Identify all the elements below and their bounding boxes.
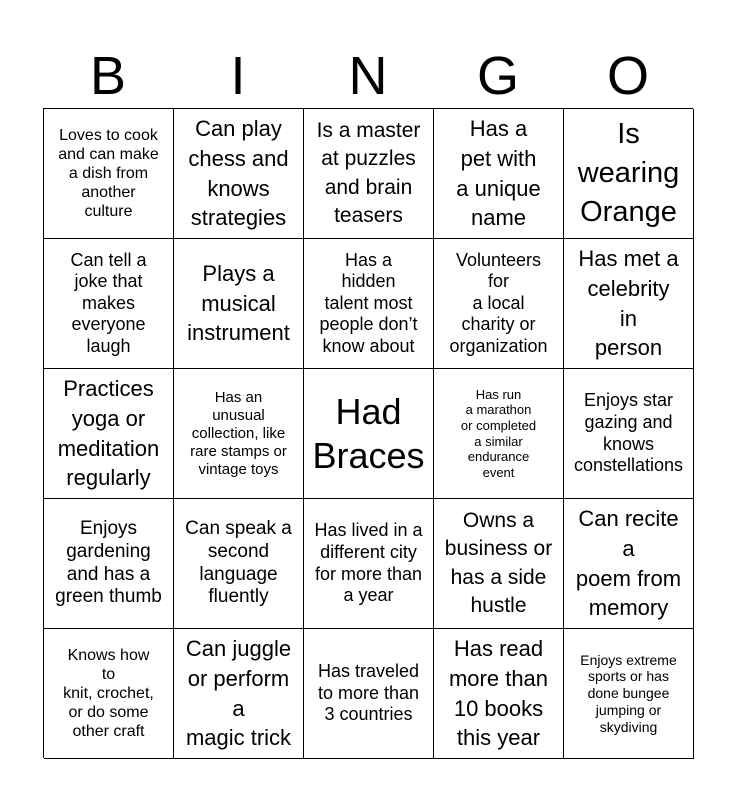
bingo-cell-11[interactable]: Practices yoga or meditation regularly bbox=[44, 369, 174, 499]
header-letter-n: N bbox=[348, 46, 388, 106]
header-letter-g: G bbox=[476, 46, 519, 106]
bingo-cell-15[interactable]: Enjoys star gazing and knows constellations bbox=[564, 369, 694, 499]
bingo-cell-8[interactable]: Has a hidden talent most people don’t know about bbox=[304, 239, 434, 369]
bingo-board bbox=[43, 108, 693, 758]
bingo-cell-22[interactable]: Can juggle or perform a magic trick bbox=[174, 629, 304, 759]
bingo-cell-21[interactable]: Knows how to knit, crochet, or do some other craft bbox=[44, 629, 174, 759]
bingo-cell-12[interactable]: Has an unusual collection, like rare stamps or vintage toys bbox=[174, 369, 304, 499]
bingo-cell-5[interactable]: Is wearing Orange bbox=[564, 109, 694, 239]
bingo-cell-16[interactable]: Enjoys gardening and has a green thumb bbox=[44, 499, 174, 629]
bingo-cell-2[interactable]: Can play chess and knows strategies bbox=[174, 109, 304, 239]
bingo-cell-20[interactable]: Can recite a poem from memory bbox=[564, 499, 694, 629]
bingo-cell-10[interactable]: Has met a celebrity in person bbox=[564, 239, 694, 369]
bingo-cell-23[interactable]: Has traveled to more than 3 countries bbox=[304, 629, 434, 759]
bingo-cell-9[interactable]: Volunteers for a local charity or organization bbox=[434, 239, 564, 369]
bingo-cell-3[interactable]: Is a master at puzzles and brain teasers bbox=[304, 109, 434, 239]
header-letter-b: B bbox=[89, 46, 127, 106]
header-letter-i: I bbox=[230, 46, 246, 106]
bingo-cell-14[interactable]: Has run a marathon or completed a similar endurance event bbox=[434, 369, 564, 499]
header-letter-o: O bbox=[606, 46, 649, 106]
bingo-cell-1[interactable]: Loves to cook and can make a dish from another culture bbox=[44, 109, 174, 239]
bingo-cell-4[interactable]: Has a pet with a unique name bbox=[434, 109, 564, 239]
bingo-cell-7[interactable]: Plays a musical instrument bbox=[174, 239, 304, 369]
bingo-cell-18[interactable]: Has lived in a different city for more than a year bbox=[304, 499, 434, 629]
bingo-cell-17[interactable]: Can speak a second language fluently bbox=[174, 499, 304, 629]
bingo-cell-25[interactable]: Enjoys extreme sports or has done bungee jumping or skydiving bbox=[564, 629, 694, 759]
bingo-cell-6[interactable]: Can tell a joke that makes everyone laugh bbox=[44, 239, 174, 369]
bingo-cell-19[interactable]: Owns a business or has a side hustle bbox=[434, 499, 564, 629]
bingo-header bbox=[43, 44, 693, 108]
bingo-cell-free[interactable]: Had Braces bbox=[304, 369, 434, 499]
bingo-cell-24[interactable]: Has read more than 10 books this year bbox=[434, 629, 564, 759]
